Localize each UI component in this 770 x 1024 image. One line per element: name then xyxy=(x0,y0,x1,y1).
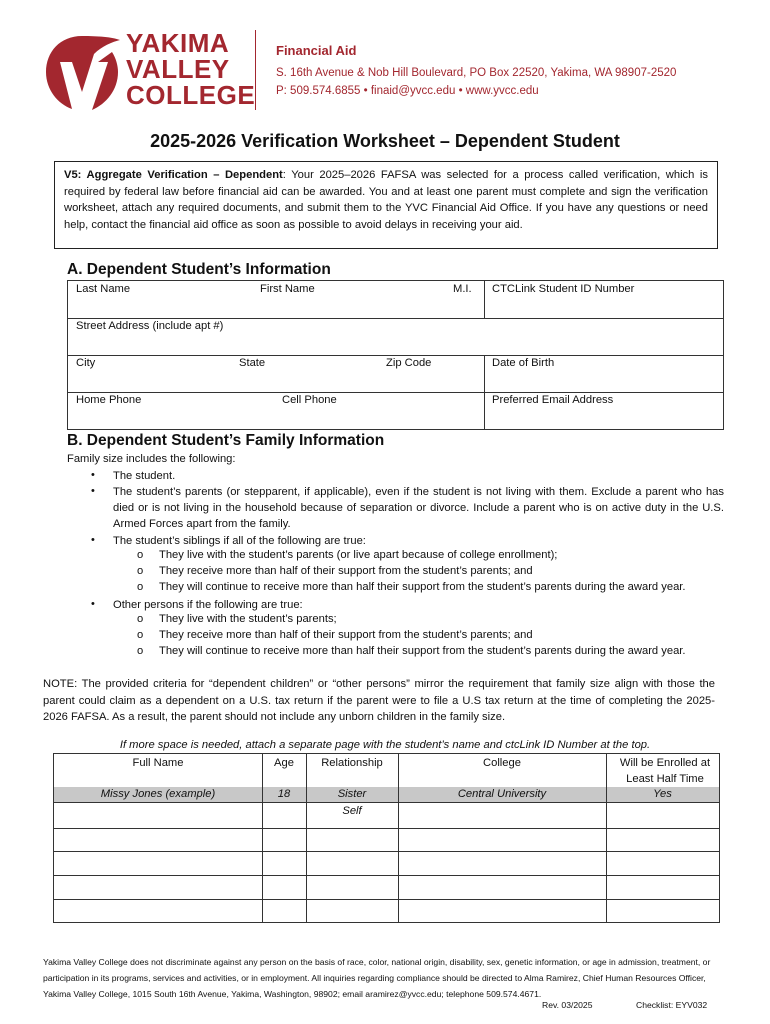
other-condition-3: They will continue to receive more than half their support from the student’s parents during the award year. xyxy=(159,645,686,657)
bullet-2-marker: • xyxy=(91,485,95,497)
bullet-3-marker: • xyxy=(91,534,95,546)
example-relationship: Sister xyxy=(337,788,367,800)
extra-space-note: If more space is needed, attach a separate page with the student’s name and ctcLink ID Number at the top. xyxy=(119,739,651,751)
college-wordmark xyxy=(126,30,255,108)
header-divider xyxy=(255,30,256,110)
sibling-condition-2: They receive more than half of their support from the student’s parents; and xyxy=(159,565,533,577)
middle-initial-field[interactable]: M.I. xyxy=(453,283,472,295)
example-name: Missy Jones (example) xyxy=(100,788,216,800)
nondiscrimination-statement: Yakima Valley College does not discriminate against any person on the basis of race, color, national origin, disability, sex, genetic information, or age in admission, treatment, or participation in its programs, services and activities, or in employment. All inquiries regarding compliance should be directed to Alma Ramirez, Chief Human Resources Officer, Yakima Valley College, 1015 South 16th Avenue, Yakima, Washington, 98902; email aramirez@yvcc.edu; telephone 509.574.4671. xyxy=(43,957,711,999)
sub-marker: o xyxy=(137,549,144,561)
ctclink-id-field[interactable]: CTCLink Student ID Number xyxy=(492,283,635,295)
family-size-note: NOTE: The provided criteria for “dependent children” or “other persons” mirror the requirement that family size align with those the parent could claim as a dependent on a U.S. tax return if the parent were to file a U.S tax return at the time of completing the 2025-2026 FAFSA. As a result, the parent should not include any unborn children in the family size. xyxy=(43,678,715,723)
col-full-name: Full Name xyxy=(132,757,184,769)
intro-lead: V5: Aggregate Verification – Dependent xyxy=(64,169,283,181)
sub-marker: o xyxy=(137,645,144,657)
sub-marker: o xyxy=(137,565,144,577)
city-field[interactable]: City xyxy=(76,357,96,369)
street-address-field[interactable]: Street Address (include apt #) xyxy=(76,320,224,332)
revision-date: Rev. 03/2025 xyxy=(542,1000,593,1010)
student-info-grid xyxy=(67,280,724,430)
checklist-code: Checklist: EYV032 xyxy=(636,1000,708,1010)
bullet-1: The student. xyxy=(113,470,176,482)
intro-box xyxy=(54,161,718,249)
wordmark-line-3: COLLEGE xyxy=(126,80,256,110)
col-college: College xyxy=(483,757,521,769)
office-contact: P: 509.574.6855 • finaid@yvcc.edu • www.yvcc.edu xyxy=(276,85,539,97)
bullet-1-marker: • xyxy=(91,469,95,481)
home-phone-field[interactable]: Home Phone xyxy=(76,394,142,406)
bullet-2: The student’s parents (or stepparent, if applicable), even if the student is not living with them. Exclude a parent who has died or is not living in the household because of separation or divorce. Include a parent who is on active duty in the U.S. Armed Forces apart from the family. xyxy=(113,486,724,531)
bullet-3: The student’s siblings if all of the following are true: xyxy=(113,535,366,547)
bullet-4-marker: • xyxy=(91,598,95,610)
self-relationship: Self xyxy=(342,805,362,817)
state-field[interactable]: State xyxy=(239,357,266,369)
last-name-field[interactable]: Last Name xyxy=(76,283,131,295)
sub-marker: o xyxy=(137,613,144,625)
document-title: 2025-2026 Verification Worksheet – Dependent Student xyxy=(150,131,620,151)
section-a-title: A. Dependent Student’s Information xyxy=(67,261,331,278)
family-members-table xyxy=(53,753,720,923)
sub-marker: o xyxy=(137,629,144,641)
first-name-field[interactable]: First Name xyxy=(260,283,315,295)
office-address: S. 16th Avenue & Nob Hill Boulevard, PO Box 22520, Yakima, WA 98907-2520 xyxy=(276,67,677,79)
col-relationship: Relationship xyxy=(321,757,383,769)
college-logo-mark xyxy=(42,32,122,112)
office-name: Financial Aid xyxy=(276,43,357,58)
wordmark-line-1: YAKIMA xyxy=(126,28,230,58)
sibling-condition-1: They live with the student’s parents (or live apart because of college enrollment); xyxy=(159,549,558,561)
col-enrollment: Will be Enrolled at Least Half Time xyxy=(619,757,711,785)
email-field[interactable]: Preferred Email Address xyxy=(492,394,614,406)
zip-code-field[interactable]: Zip Code xyxy=(386,357,432,369)
section-b-title: B. Dependent Student’s Family Information xyxy=(67,432,385,449)
col-age: Age xyxy=(274,757,294,769)
cell-phone-field[interactable]: Cell Phone xyxy=(282,394,337,406)
sibling-condition-3: They will continue to receive more than half their support from the student’s parents during the award year. xyxy=(159,581,686,593)
other-condition-1: They live with the student’s parents; xyxy=(159,613,337,625)
example-enrolled: Yes xyxy=(653,788,672,800)
bullet-4: Other persons if the following are true: xyxy=(113,599,303,611)
example-college: Central University xyxy=(457,788,547,800)
sub-marker: o xyxy=(137,581,144,593)
example-age: 18 xyxy=(277,788,291,800)
date-of-birth-field[interactable]: Date of Birth xyxy=(492,357,555,369)
intro-text: : Your 2025–2026 FAFSA was selected for a process called verification, which is required by federal law before financial aid can be awarded. You and at least one parent must complete and sign the verification worksheet, attach any required documents, and submit them to the YVC Financial Aid Office. If you have any questions or need help, contact the financial aid office as soon as possible to avoid delays in receiving your aid. xyxy=(64,169,708,231)
other-condition-2: They receive more than half of their support from the student’s parents; and xyxy=(159,629,533,641)
family-size-intro: Family size includes the following: xyxy=(67,453,236,465)
wordmark-line-2: VALLEY xyxy=(126,54,230,84)
